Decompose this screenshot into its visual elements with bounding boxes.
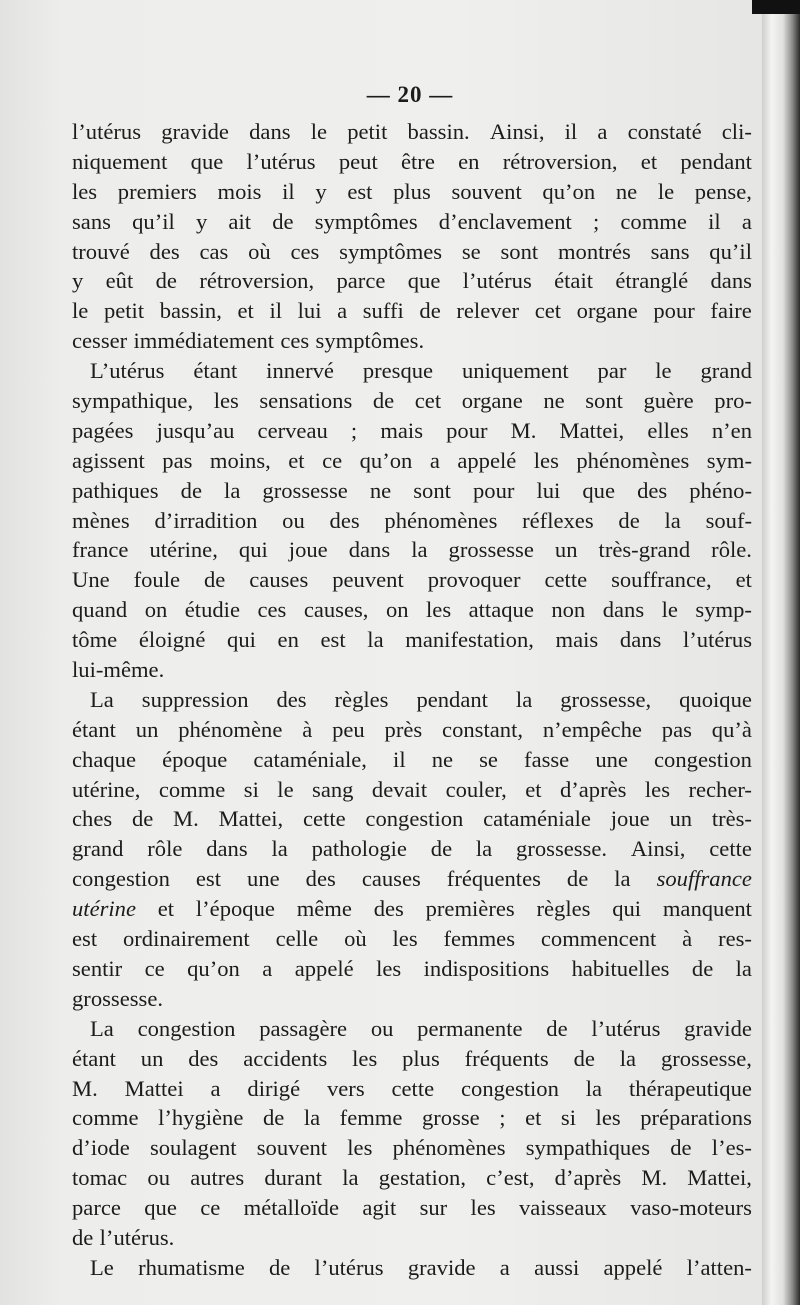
text-line: france utérine, qui joue dans la grossesse un très-grand rôle. bbox=[72, 537, 752, 563]
paragraph bbox=[72, 1253, 752, 1283]
book-spine bbox=[762, 0, 800, 1305]
body-text bbox=[72, 117, 752, 1283]
text-line: étant un des accidents les plus fréquents de la grossesse, bbox=[72, 1045, 752, 1071]
text-line: tôme éloigné qui en est la manifestation, mais dans l’utérus bbox=[72, 627, 752, 653]
text-line: Le rhumatisme de l’utérus gravide a aussi appelé l’atten- bbox=[90, 1254, 752, 1280]
text-line: L’utérus étant innervé presque uniquement par le grand bbox=[90, 358, 752, 384]
text-line: parce que ce métalloïde agit sur les vaisseaux vaso-moteurs bbox=[72, 1195, 752, 1221]
text-line: cesser immédiatement ces symptômes. bbox=[72, 328, 425, 354]
paragraph bbox=[72, 685, 752, 1014]
text-line: quand on étudie ces causes, on les attaque non dans le symp- bbox=[72, 597, 752, 623]
page-number: — 20 — bbox=[366, 82, 454, 107]
paragraph bbox=[72, 1014, 752, 1253]
paragraph bbox=[72, 117, 752, 356]
text-line: le petit bassin, et il lui a suffi de relever cet organe pour faire bbox=[72, 298, 752, 324]
text-line: tomac ou autres durant la gestation, c’est, d’après M. Mattei, bbox=[72, 1165, 752, 1191]
text-line: utérine, comme si le sang devait couler, et d’après les recher- bbox=[72, 776, 752, 802]
text-line: pagées jusqu’au cerveau ; mais pour M. Mattei, elles n’en bbox=[72, 417, 752, 443]
text-line: La suppression des règles pendant la grossesse, quoique bbox=[90, 686, 752, 712]
text-line: La congestion passagère ou permanente de l’utérus gravide bbox=[90, 1015, 752, 1041]
text-line: agissent pas moins, et ce qu’on a appelé les phénomènes sym- bbox=[72, 447, 752, 473]
text-line: sans qu’il y ait de symptômes d’enclavement ; comme il a bbox=[72, 208, 752, 234]
text-line: utérine et l’époque même des premières règles qui manquent bbox=[72, 896, 752, 922]
text-line: chaque époque cataméniale, il ne se fasse une congestion bbox=[72, 746, 752, 772]
text-line: de l’utérus. bbox=[72, 1224, 175, 1250]
text-line: ches de M. Mattei, cette congestion cataméniale joue un très- bbox=[72, 806, 752, 832]
text-line: trouvé des cas où ces symptômes se sont montrés sans qu’il bbox=[72, 238, 752, 264]
text-line: d’iode soulagent souvent les phénomènes sympathiques de l’es- bbox=[72, 1135, 752, 1161]
text-line: lui-même. bbox=[72, 657, 165, 683]
text-line: grossesse. bbox=[72, 985, 163, 1011]
text-line: congestion est une des causes fréquentes de la souffrance bbox=[72, 866, 752, 892]
text-line: est ordinairement celle où les femmes commencent à res- bbox=[72, 926, 752, 952]
text-line: y eût de rétroversion, parce que l’utérus était étranglé dans bbox=[72, 268, 752, 294]
text-line: grand rôle dans la pathologie de la grossesse. Ainsi, cette bbox=[72, 836, 752, 862]
text-line: Une foule de causes peuvent provoquer cette souffrance, et bbox=[72, 567, 752, 593]
text-line: sympathique, les sensations de cet organe ne sont guère pro- bbox=[72, 388, 752, 414]
text-line: sentir ce qu’on a appelé les indispositions habituelles de la bbox=[72, 955, 752, 981]
paragraph bbox=[72, 356, 752, 685]
text-line: comme l’hygiène de la femme grosse ; et si les préparations bbox=[72, 1105, 752, 1131]
book-spine-shadow bbox=[752, 0, 800, 14]
text-line: mènes d’irradition ou des phénomènes réflexes de la souf- bbox=[72, 507, 752, 533]
text-line: étant un phénomène à peu près constant, n’empêche pas qu’à bbox=[72, 716, 752, 742]
text-line: niquement que l’utérus peut être en rétroversion, et pendant bbox=[72, 148, 752, 174]
text-line: pathiques de la grossesse ne sont pour lui que des phéno- bbox=[72, 477, 752, 503]
text-line: l’utérus gravide dans le petit bassin. Ainsi, il a constaté cli- bbox=[72, 119, 752, 144]
text-line: M. Mattei a dirigé vers cette congestion la thérapeutique bbox=[72, 1075, 752, 1101]
text-line: les premiers mois il y est plus souvent qu’on ne le pense, bbox=[72, 178, 752, 204]
